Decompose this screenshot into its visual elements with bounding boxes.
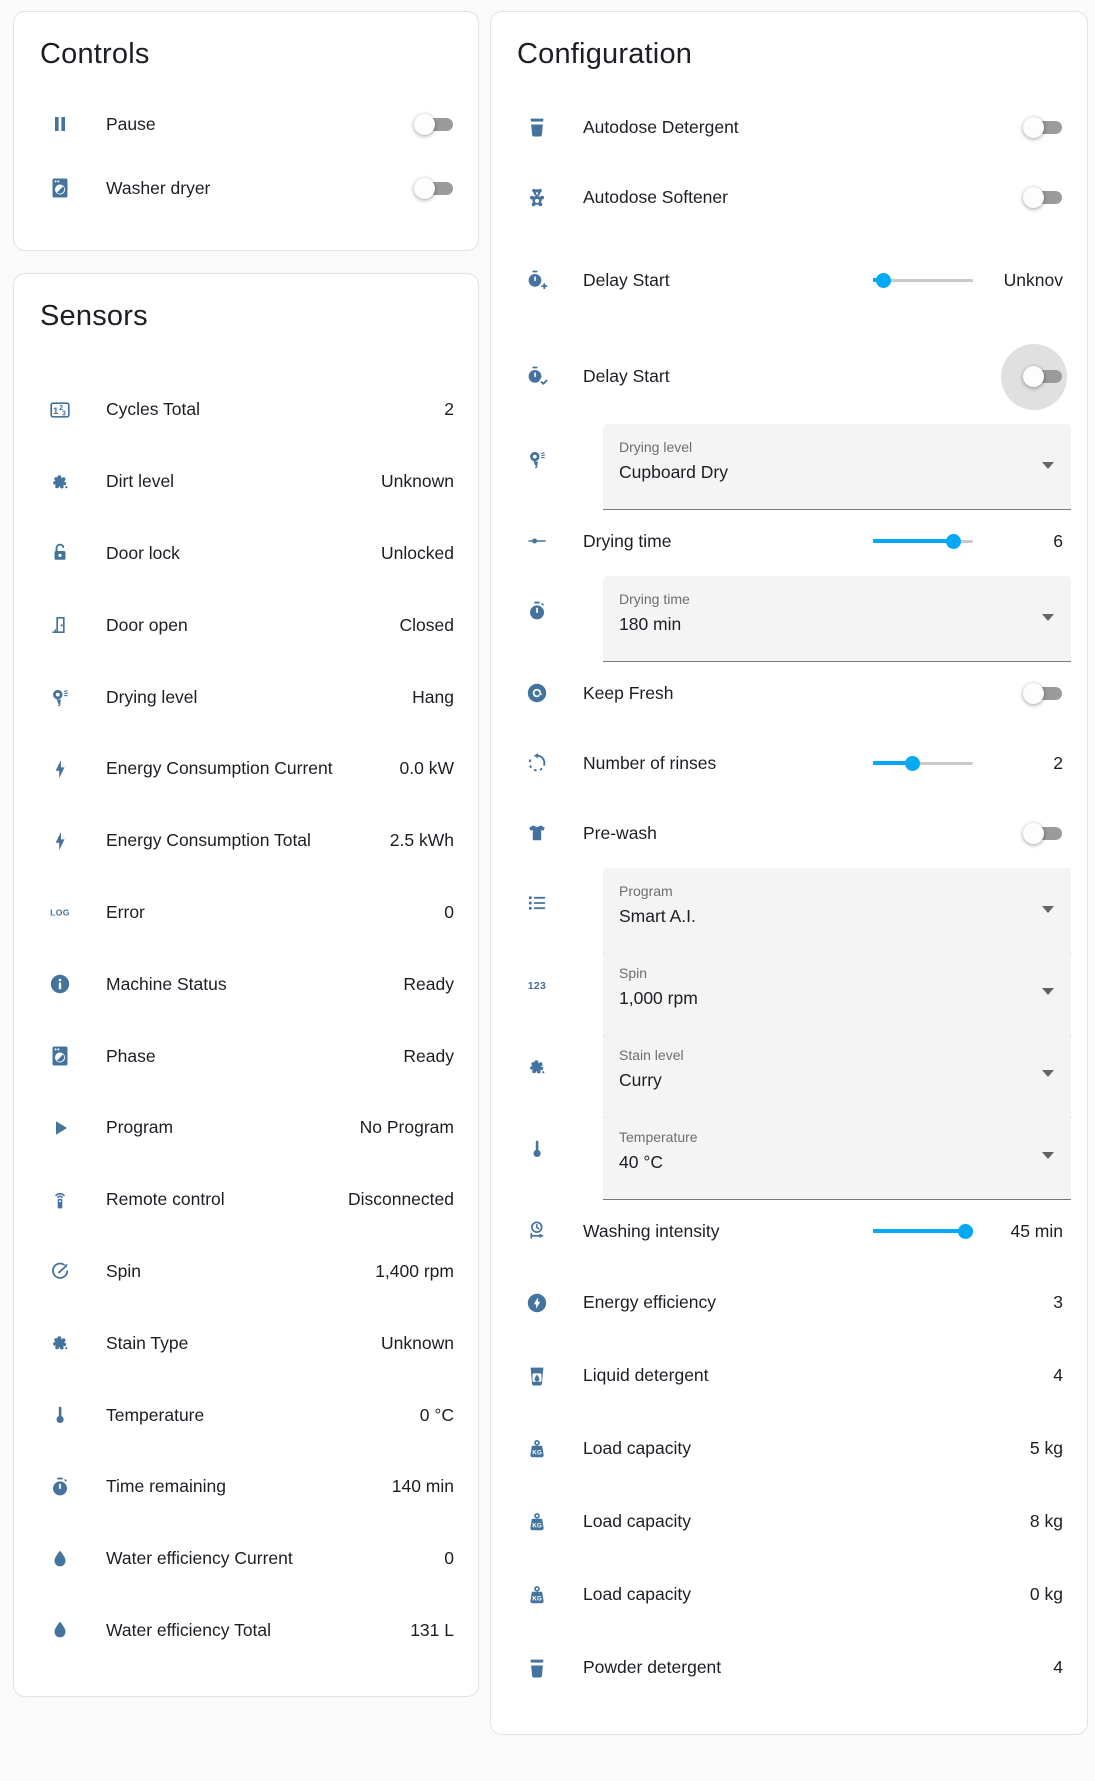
row-label: Pause <box>106 113 156 134</box>
row-value: 140 min <box>391 1476 454 1497</box>
sensors-rows <box>38 374 454 1666</box>
row-load-capacity[interactable] <box>515 1412 1063 1485</box>
slider-thumb[interactable] <box>876 273 891 288</box>
row-door-lock[interactable] <box>38 518 454 590</box>
toggle-thumb <box>1023 117 1044 138</box>
row-label: Load capacity <box>583 1438 691 1458</box>
row-label: Pre-wash <box>583 822 657 843</box>
gauge-icon <box>48 1259 72 1283</box>
row-dirt-level[interactable] <box>38 446 454 518</box>
row-pre-wash <box>515 798 1063 868</box>
row-value: 0 °C <box>419 1404 454 1425</box>
select-label: Program <box>619 883 673 899</box>
remote-icon <box>48 1188 72 1212</box>
toggle-thumb <box>1023 187 1044 208</box>
row-phase[interactable] <box>38 1020 454 1092</box>
row-number-of-rinses <box>515 728 1063 798</box>
row-cycles-total[interactable] <box>38 374 454 446</box>
row-value: Unknov <box>1003 269 1063 290</box>
row-value: No Program <box>359 1117 454 1138</box>
row-value: Disconnected <box>347 1189 454 1210</box>
row-value: Ready <box>403 1045 454 1066</box>
washing-machine-icon <box>48 1044 72 1068</box>
row-door-open[interactable] <box>38 589 454 661</box>
row-value: 131 L <box>410 1619 454 1640</box>
svg-text:KG: KG <box>532 1448 542 1456</box>
tshirt-icon <box>525 821 549 845</box>
lightning-circle-icon <box>525 1291 549 1315</box>
pre-wash-toggle[interactable] <box>1026 823 1062 844</box>
cup-icon <box>525 1656 549 1680</box>
row-value: 4 <box>1053 1657 1063 1677</box>
toggle-thumb <box>1023 823 1044 844</box>
row-powder-detergent[interactable] <box>515 1631 1063 1704</box>
row-value: 2.5 kWh <box>389 830 454 851</box>
row-value: 0 kg <box>1029 1584 1063 1604</box>
row-label: Washer dryer <box>106 177 211 198</box>
row-stain-type[interactable] <box>38 1307 454 1379</box>
row-water-efficiency-total[interactable] <box>38 1595 454 1667</box>
row-label: Autodose Softener <box>583 186 728 207</box>
row-temperature[interactable] <box>38 1379 454 1451</box>
row-water-efficiency-current[interactable] <box>38 1523 454 1595</box>
autodose-detergent-toggle[interactable] <box>1026 117 1062 138</box>
row-stain-level <box>515 1032 1063 1102</box>
row-label: Drying level <box>106 686 198 707</box>
flash-icon <box>48 829 72 853</box>
select-value: 1,000 rpm <box>619 988 698 1008</box>
row-value: Closed <box>399 614 454 635</box>
select-value: Smart A.I. <box>619 906 696 926</box>
configuration-rows <box>515 92 1063 1704</box>
row-machine-status[interactable] <box>38 948 454 1020</box>
slider-thumb[interactable] <box>905 756 920 771</box>
row-label: Door open <box>106 614 188 635</box>
row-label: Energy efficiency <box>583 1292 716 1312</box>
log-icon <box>48 900 72 924</box>
weight-kg-icon <box>525 1437 549 1461</box>
select-label: Drying time <box>619 591 690 607</box>
row-time-remaining[interactable] <box>38 1451 454 1523</box>
card-title-configuration: Configuration <box>517 38 693 70</box>
clock-arrow-icon <box>525 1219 549 1243</box>
timer-icon <box>48 1475 72 1499</box>
row-washing-intensity <box>515 1196 1063 1266</box>
row-drying-time <box>515 506 1063 576</box>
row-label: Drying time <box>583 530 672 551</box>
temperature-select[interactable] <box>603 1114 1071 1200</box>
number-of-rinses-slider[interactable] <box>873 753 973 774</box>
refresh-circle-icon <box>525 681 549 705</box>
row-keep-fresh <box>515 658 1063 728</box>
row-value: Ready <box>403 973 454 994</box>
play-icon <box>48 1116 72 1140</box>
row-value: 2 <box>1053 752 1063 773</box>
svg-text:3: 3 <box>62 410 66 418</box>
row-value: 4 <box>1053 1365 1063 1385</box>
row-label: Load capacity <box>583 1511 691 1531</box>
row-washer-dryer <box>38 156 454 220</box>
row-label: Remote control <box>106 1189 225 1210</box>
row-label: Door lock <box>106 542 180 563</box>
toggle-thumb <box>414 178 435 199</box>
row-energy-consumption-current[interactable] <box>38 733 454 805</box>
row-load-capacity[interactable] <box>515 1485 1063 1558</box>
cup-icon <box>525 115 549 139</box>
controls-card <box>13 11 479 251</box>
svg-text:2: 2 <box>59 404 64 412</box>
row-program <box>515 868 1063 938</box>
splatter-icon <box>48 470 72 494</box>
row-label: Time remaining <box>106 1476 226 1497</box>
chevron-down-icon <box>1042 462 1054 469</box>
lock-open-icon <box>48 541 72 565</box>
row-remote-control[interactable] <box>38 1164 454 1236</box>
cup-water-icon <box>525 1364 549 1388</box>
row-label: Stain Type <box>106 1332 189 1353</box>
row-value: 0 <box>444 901 454 922</box>
timer-plus-icon <box>525 268 549 292</box>
row-label: Liquid detergent <box>583 1365 709 1385</box>
row-value: Unknown <box>381 471 454 492</box>
row-label: Delay Start <box>583 365 670 386</box>
chevron-down-icon <box>1042 988 1054 995</box>
row-value: 0 <box>444 1548 454 1569</box>
row-label: Error <box>106 901 145 922</box>
keep-fresh-toggle[interactable] <box>1026 683 1062 704</box>
row-autodose-softener <box>515 162 1063 232</box>
weight-kg-icon <box>525 1510 549 1534</box>
select-label: Temperature <box>619 1129 698 1145</box>
select-value: 40 °C <box>619 1152 663 1172</box>
row-drying-level <box>515 424 1063 494</box>
row-error[interactable] <box>38 877 454 949</box>
pause-icon <box>48 112 72 136</box>
svg-text:KG: KG <box>532 1521 542 1529</box>
row-label: Autodose Detergent <box>583 116 739 137</box>
chevron-down-icon <box>1042 906 1054 913</box>
door-icon <box>48 613 72 637</box>
timer-icon <box>525 599 549 623</box>
row-label: Program <box>106 1117 174 1138</box>
row-delay-start <box>515 232 1063 328</box>
row-label: Temperature <box>106 1404 205 1425</box>
row-value: Unlocked <box>381 542 454 563</box>
svg-text:LOG: LOG <box>50 908 70 919</box>
row-spin[interactable] <box>38 1236 454 1308</box>
drying-time-slider[interactable] <box>873 531 973 552</box>
row-value: 2 <box>444 399 454 420</box>
select-value: Cupboard Dry <box>619 462 728 482</box>
row-autodose-detergent <box>515 92 1063 162</box>
row-load-capacity[interactable] <box>515 1558 1063 1631</box>
list-icon <box>525 891 549 915</box>
thermometer-icon <box>48 1403 72 1427</box>
select-value: Curry <box>619 1070 662 1090</box>
select-label: Drying level <box>619 439 693 455</box>
delay-start-toggle[interactable] <box>1026 366 1062 387</box>
row-value: 45 min <box>1010 1220 1063 1241</box>
hair-dryer-icon <box>48 685 72 709</box>
row-label: Spin <box>106 1260 142 1281</box>
splatter-icon <box>48 1331 72 1355</box>
row-value: Hang <box>412 686 454 707</box>
row-drying-level[interactable] <box>38 661 454 733</box>
row-label: Energy Consumption Total <box>106 830 311 851</box>
flash-icon <box>48 757 72 781</box>
water-icon <box>48 1618 72 1642</box>
row-energy-efficiency[interactable] <box>515 1266 1063 1339</box>
program-select[interactable] <box>603 868 1071 954</box>
drying-time-select[interactable] <box>603 576 1071 662</box>
splatter-icon <box>525 1055 549 1079</box>
row-label: Energy Consumption Current <box>106 758 333 779</box>
row-label: Washing intensity <box>583 1220 720 1241</box>
toggle-thumb <box>1023 683 1044 704</box>
row-value: Unknown <box>381 1332 454 1353</box>
chevron-down-icon <box>1042 614 1054 621</box>
hair-dryer-icon <box>525 447 549 471</box>
left-column <box>13 11 479 1697</box>
row-value: 8 kg <box>1029 1511 1063 1531</box>
row-label: Machine Status <box>106 973 227 994</box>
row-program[interactable] <box>38 1092 454 1164</box>
drying-level-select[interactable] <box>603 424 1071 510</box>
toggle-thumb <box>1023 366 1044 387</box>
row-drying-time <box>515 576 1063 646</box>
pause-toggle[interactable] <box>417 114 453 135</box>
chevron-down-icon <box>1042 1070 1054 1077</box>
weight-kg-icon <box>525 1583 549 1607</box>
row-value: 5 kg <box>1029 1438 1063 1458</box>
slider-thumb[interactable] <box>958 1224 973 1239</box>
delay-start-slider[interactable] <box>873 270 973 291</box>
select-value: 180 min <box>619 614 682 634</box>
svg-text:KG: KG <box>532 1594 542 1602</box>
row-label: Cycles Total <box>106 399 201 420</box>
counter-icon <box>48 398 72 422</box>
row-label: Water efficiency Current <box>106 1548 293 1569</box>
row-label: Powder detergent <box>583 1657 722 1677</box>
washer-dryer-toggle[interactable] <box>417 178 453 199</box>
slider-handle-icon <box>525 529 549 553</box>
svg-text:123: 123 <box>527 980 547 992</box>
select-label: Spin <box>619 965 648 981</box>
row-label: Phase <box>106 1045 156 1066</box>
washing-machine-icon <box>48 176 72 200</box>
row-energy-consumption-total[interactable] <box>38 805 454 877</box>
card-title-controls: Controls <box>40 38 150 70</box>
teddy-bear-icon <box>525 185 549 209</box>
row-label: Keep Fresh <box>583 682 674 703</box>
row-label: Delay Start <box>583 269 670 290</box>
numeric-123-icon <box>525 973 549 997</box>
controls-rows <box>38 92 454 220</box>
chevron-down-icon <box>1042 1152 1054 1159</box>
right-column <box>490 11 1088 1735</box>
row-value: 0.0 kW <box>399 758 454 779</box>
rotate-right-icon <box>525 751 549 775</box>
select-label: Stain level <box>619 1047 684 1063</box>
washing-intensity-slider[interactable] <box>873 1221 973 1242</box>
configuration-card <box>490 11 1088 1735</box>
row-spin <box>515 950 1063 1020</box>
row-value: 3 <box>1053 1292 1063 1312</box>
row-label: Dirt level <box>106 471 175 492</box>
row-pause <box>38 92 454 156</box>
row-label: Load capacity <box>583 1584 691 1604</box>
timer-check-icon <box>525 364 549 388</box>
toggle-thumb <box>414 114 435 135</box>
stain-level-select[interactable] <box>603 1032 1071 1118</box>
row-liquid-detergent[interactable] <box>515 1339 1063 1412</box>
row-temperature <box>515 1114 1063 1184</box>
row-label: Water efficiency Total <box>106 1619 272 1640</box>
row-label: Number of rinses <box>583 752 717 773</box>
water-icon <box>48 1547 72 1571</box>
autodose-softener-toggle[interactable] <box>1026 187 1062 208</box>
thermometer-icon <box>525 1137 549 1161</box>
row-delay-start <box>515 328 1063 424</box>
spin-select[interactable] <box>603 950 1071 1036</box>
card-title-sensors: Sensors <box>40 300 148 332</box>
svg-text:1: 1 <box>53 405 59 417</box>
sensors-card <box>13 273 479 1697</box>
information-icon <box>48 972 72 996</box>
row-value: 1,400 rpm <box>375 1260 454 1281</box>
slider-thumb[interactable] <box>946 534 961 549</box>
row-value: 6 <box>1053 530 1063 551</box>
